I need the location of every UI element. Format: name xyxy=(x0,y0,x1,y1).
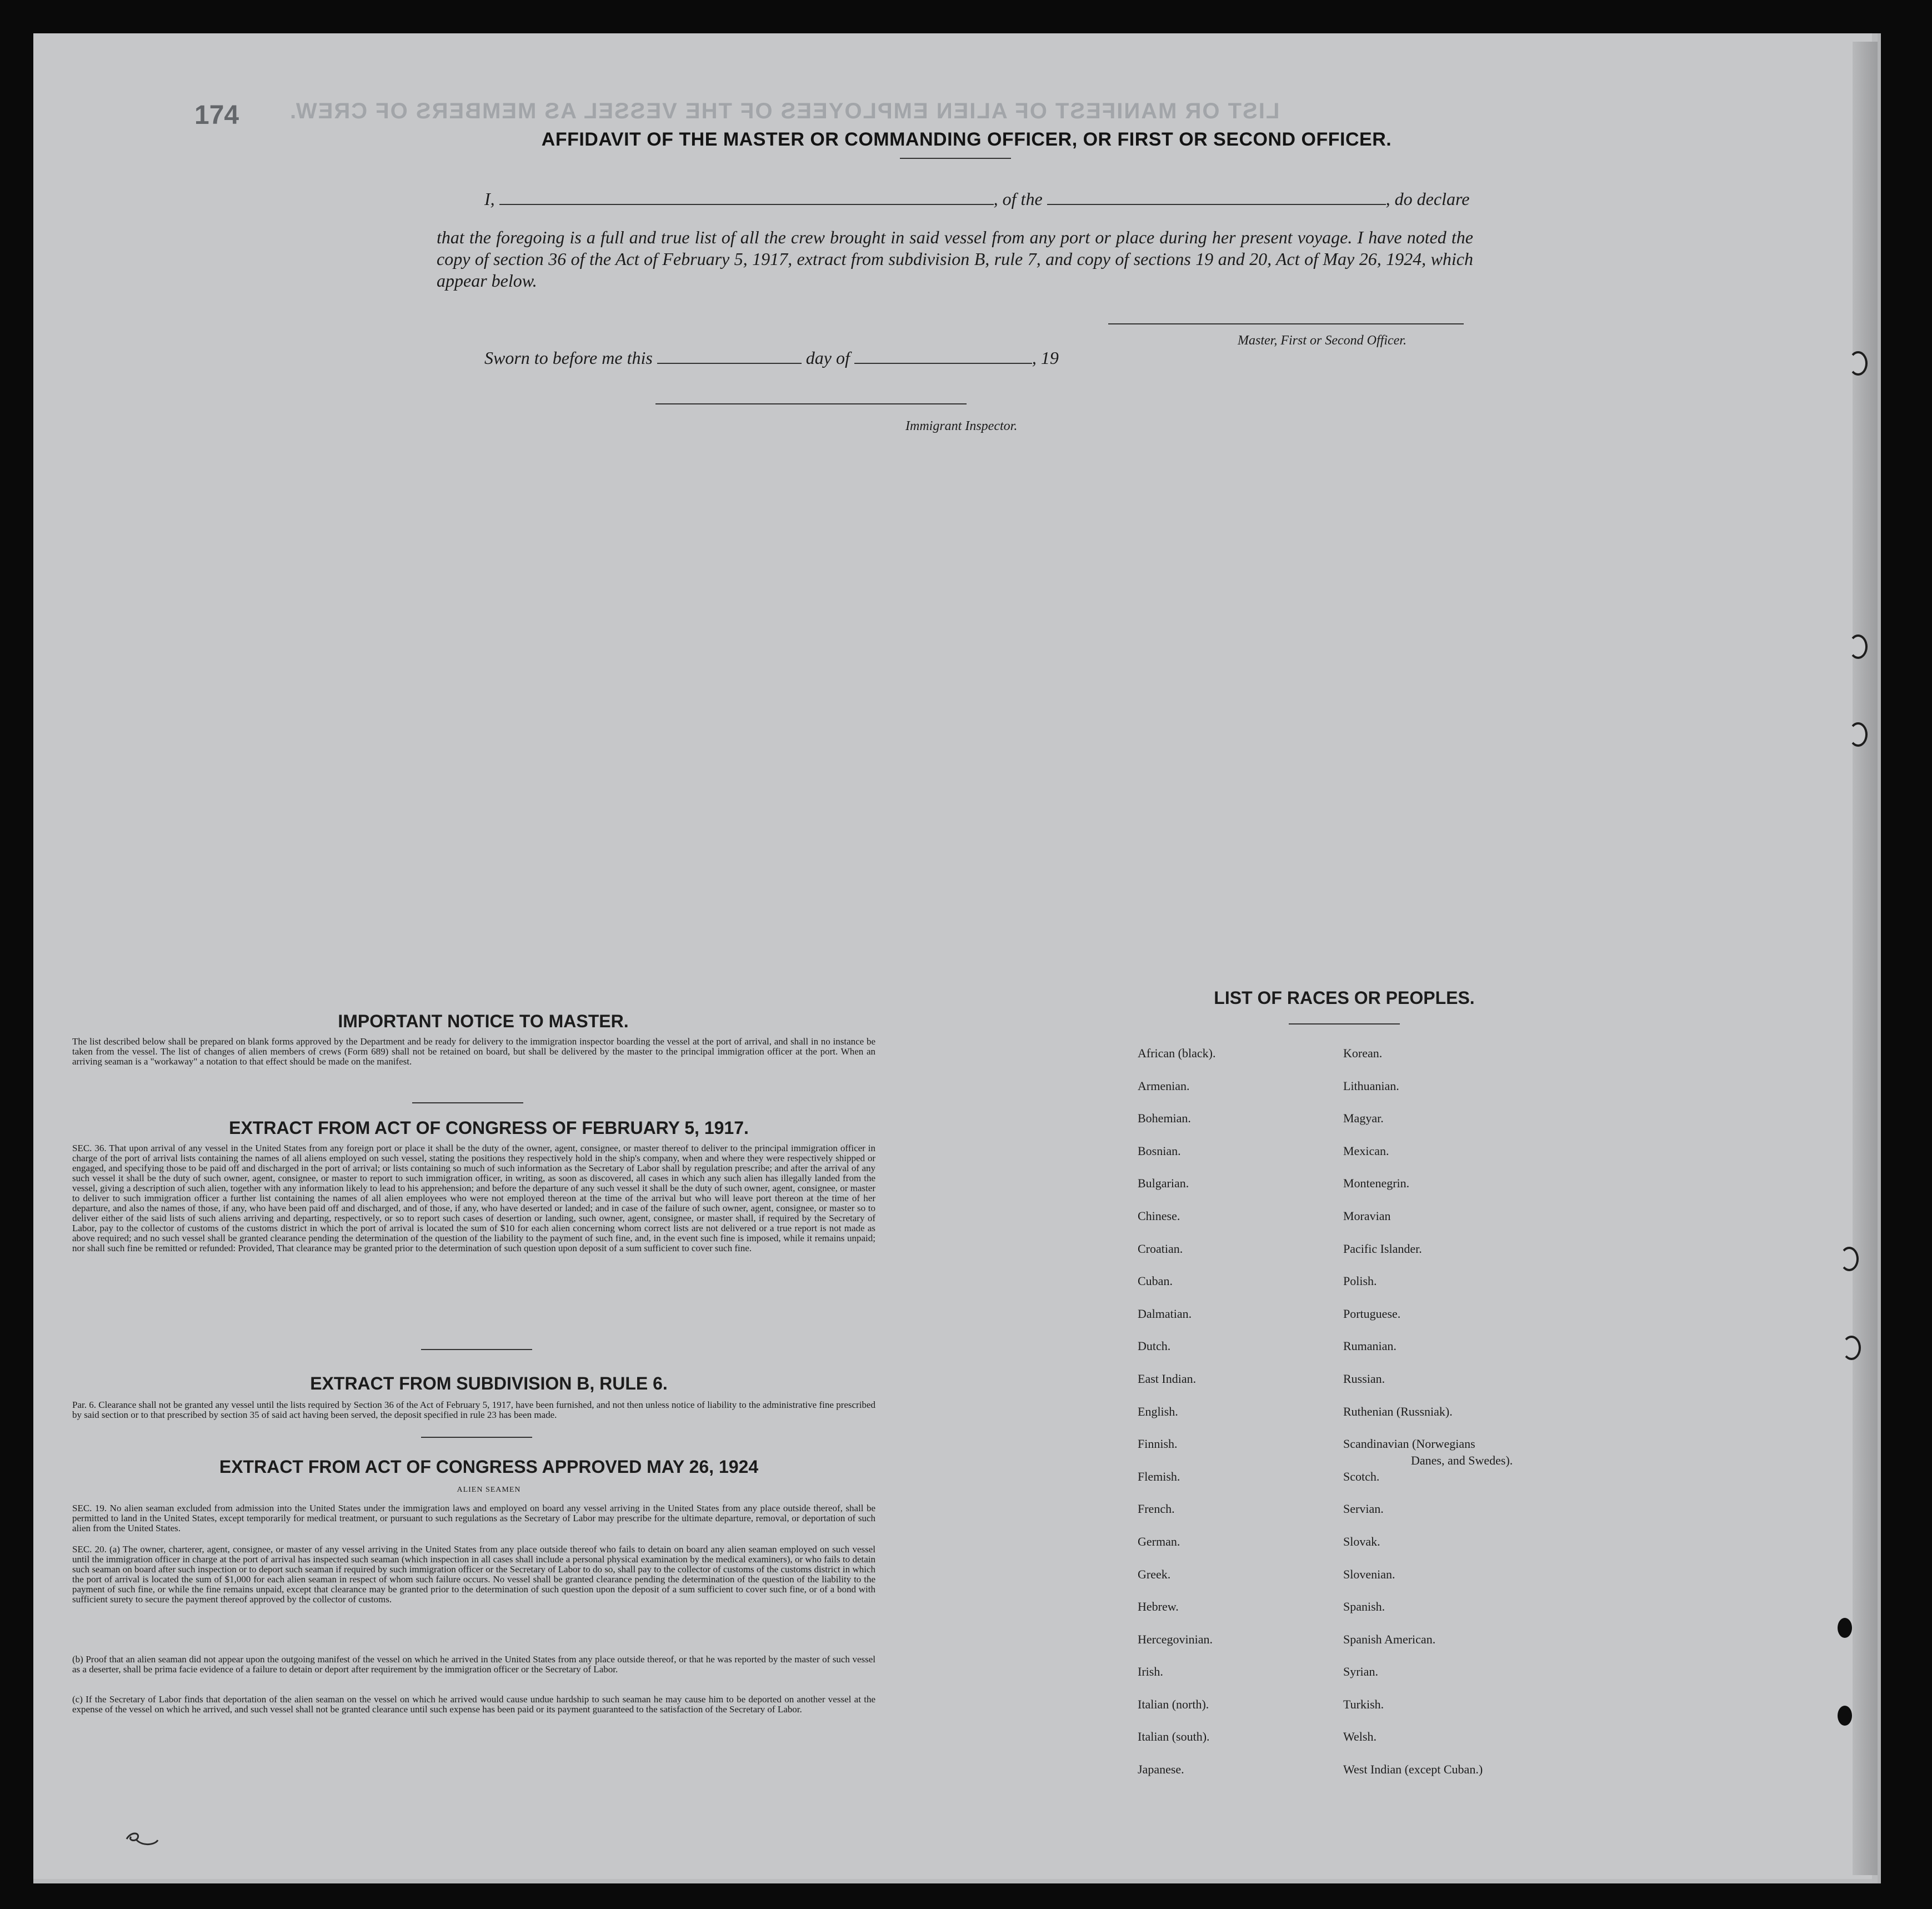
race-item: Spanish American. xyxy=(1343,1632,1436,1646)
handwritten-mark-icon xyxy=(123,1828,162,1850)
race-item: Finnish. xyxy=(1138,1437,1178,1451)
binder-hole xyxy=(1849,351,1868,376)
master-signature-line[interactable] xyxy=(1108,323,1464,324)
sworn-month-field[interactable] xyxy=(854,363,1032,364)
race-item: Pacific Islander. xyxy=(1343,1241,1422,1256)
binder-hole xyxy=(1842,1336,1861,1360)
race-item: Slovenian. xyxy=(1343,1567,1395,1581)
race-item: Welsh. xyxy=(1343,1730,1377,1744)
master-signature-caption: Master, First or Second Officer. xyxy=(1238,333,1407,348)
race-item: Slovak. xyxy=(1343,1534,1380,1548)
extract-1924-sec19: SEC. 19. No alien seaman excluded from admission into the United States under the immigration laws and employed on board any vessel arriving in the United States from any place outside thereof, shall be permitted to land in the United States, except temporarily for medical treatment, or pursuant to such regulations as the Secretary of Labor may prescribe for the ultimate departure, removal, or deportation of such alien from the United States. xyxy=(72,1503,875,1533)
race-item: Cuban. xyxy=(1138,1274,1173,1288)
race-item: Italian (south). xyxy=(1138,1730,1210,1744)
race-item: Lithuanian. xyxy=(1343,1078,1399,1093)
year-label: , 19 xyxy=(1032,348,1059,368)
race-item: Scandinavian (Norwegians xyxy=(1343,1437,1475,1451)
affidavit-vessel-field[interactable] xyxy=(1047,204,1386,205)
affidavit-title: AFFIDAVIT OF THE MASTER OR COMMANDING OFFICER, OR FIRST OR SECOND OFFICER. xyxy=(541,129,1392,150)
race-item: French. xyxy=(1138,1502,1175,1516)
affidavit-body: that the foregoing is a full and true list of all the crew brought in said vessel from any port or place during her present voyage. I have noted the copy of section 36 of the Act of February 5, 1917, extract from subdivision B, rule 7, and copy of sections 19 and 20, Act of May 26, 1924, which appear below. xyxy=(437,227,1473,291)
races-title-rule xyxy=(1289,1023,1400,1025)
race-item: Italian (north). xyxy=(1138,1697,1209,1711)
notice-body: The list described below shall be prepared on blank forms approved by the Department and be ready for delivery to the immigration inspector boarding the vessel at the port of arrival, and shall in no instance be taken from the vessel. The list of changes of alien members of crews (Form 689) shall not be retained on board, but shall be delivered by the master to the principal immigration officer at the port. When an arriving seaman is a "workaway" a notation to that effect should be made on the manifest. xyxy=(72,1036,875,1067)
affidavit-title-rule xyxy=(900,158,1011,159)
race-item: African (black). xyxy=(1138,1046,1216,1060)
race-item-continuation: Danes, and Swedes). xyxy=(1411,1453,1513,1467)
affidavit-declare-label: , do declare xyxy=(1385,189,1470,209)
inspector-caption: Immigrant Inspector. xyxy=(905,419,1018,433)
race-item: Flemish. xyxy=(1138,1469,1180,1483)
extract-1924-sec20b: (b) Proof that an alien seaman did not appear upon the outgoing manifest of the vessel on which he arrived in the United States from any place outside thereof, or that he was reported by the master of such vessel as a deserter, shall be prima facie evidence of a failure to detain or deport after requirement by the immigration officer or the Secretary of Labor. xyxy=(72,1654,875,1675)
binder-hole xyxy=(1849,722,1868,747)
race-item: Scotch. xyxy=(1343,1469,1380,1483)
notice-title: IMPORTANT NOTICE TO MASTER. xyxy=(338,1011,629,1031)
inspector-signature-line[interactable] xyxy=(655,403,967,404)
affidavit-of-the-label: , of the xyxy=(993,189,1043,209)
races-right-column xyxy=(1343,1047,1483,1796)
extract-rule6-title: EXTRACT FROM SUBDIVISION B, RULE 6. xyxy=(310,1373,668,1393)
race-item: Irish. xyxy=(1138,1665,1163,1679)
bleed-through-header: LIST OR MANIFEST OF ALIEN EMPLOYEES OF THE VESSEL AS MEMBERS OF CREW. xyxy=(289,99,1280,123)
race-item: Rumanian. xyxy=(1343,1339,1397,1353)
races-left-column xyxy=(1138,1047,1215,1796)
races-title: LIST OF RACES OR PEOPLES. xyxy=(1214,988,1475,1008)
day-of-label: day of xyxy=(805,348,850,368)
notice-divider xyxy=(412,1102,523,1103)
affidavit-declaration-line xyxy=(484,189,1484,209)
extract-rule6-divider xyxy=(421,1437,532,1438)
race-item: Greek. xyxy=(1138,1567,1171,1581)
race-item: Mexican. xyxy=(1343,1143,1389,1158)
race-item: Chinese. xyxy=(1138,1208,1180,1223)
extract-1924-title: EXTRACT FROM ACT OF CONGRESS APPROVED MAY 26, 1924 xyxy=(219,1457,759,1477)
sworn-line xyxy=(484,348,1151,368)
race-item: Ruthenian (Russniak). xyxy=(1343,1404,1453,1418)
sworn-before-label: Sworn to before me this xyxy=(484,348,653,368)
extract-rule6-body: Par. 6. Clearance shall not be granted any vessel until the lists required by Section 36 of the Act of February 5, 1917, have been furnished, and not then unless notice of liability to the administrative fine prescribed by said section or to that prescribed by section 35 of said act having been served, the deposit specified in rule 23 has been made. xyxy=(72,1400,875,1420)
race-item: Dutch. xyxy=(1138,1339,1171,1353)
race-item: Bosnian. xyxy=(1138,1143,1181,1158)
race-item: Hercegovinian. xyxy=(1138,1632,1213,1646)
race-item: Bohemian. xyxy=(1138,1111,1191,1126)
race-item: Servian. xyxy=(1343,1502,1384,1516)
race-item: Turkish. xyxy=(1343,1697,1384,1711)
race-item: German. xyxy=(1138,1534,1180,1548)
extract-1924-subtitle: ALIEN SEAMEN xyxy=(457,1486,521,1494)
race-item: Moravian xyxy=(1343,1208,1391,1223)
extract-1924-sec20a: SEC. 20. (a) The owner, charterer, agent, consignee, or master of any vessel arriving in the United States from any place outside thereof who fails to detain on board any alien seaman employed on such vessel until the immigration officer in charge at the port of arrival has inspected such seaman (which inspection in all cases shall include a personal physical examination by the medical examiners), or who fails to detain such seaman on board after such inspection or to deport such seaman if required by such immigration officer or the Secretary of Labor to do so, shall pay to the collector of customs of the customs district in which the port of arrival is located the sum of $1,000 for each alien seaman in respect of whom such failure occurs. No vessel shall be granted clearance pending the determination of the question of the liability to the payment of such fine, or while the fine remains unpaid, except that clearance may be granted prior to the determination of such question upon the deposit of a sum sufficient to cover such fine, or of a bond with sufficient surety to secure the payment thereof approved by the collector of customs. xyxy=(72,1544,875,1605)
binder-hole xyxy=(1838,1618,1852,1638)
race-item: Armenian. xyxy=(1138,1078,1190,1093)
extract-1917-divider xyxy=(421,1349,532,1350)
bleed-through-page-number: 174 xyxy=(194,101,239,130)
affidavit-name-field[interactable] xyxy=(499,204,994,205)
race-item: West Indian (except Cuban.) xyxy=(1343,1762,1483,1777)
race-item: Bulgarian. xyxy=(1138,1176,1189,1191)
race-item: Portuguese. xyxy=(1343,1306,1401,1321)
race-item: Korean. xyxy=(1343,1046,1383,1060)
race-item: Polish. xyxy=(1343,1274,1377,1288)
binder-hole xyxy=(1840,1247,1859,1271)
race-item: Syrian. xyxy=(1343,1665,1378,1679)
binder-hole xyxy=(1838,1706,1852,1726)
extract-1924-sec20c: (c) If the Secretary of Labor finds that deportation of the alien seaman on the vessel on which he arrived would cause undue hardship to such seaman he may cause him to be deported on another vessel at the expense of the vessel on which he arrived, and such vessel shall not be granted clearance until such expense has been paid or its payment guaranteed to the satisfaction of the Secretary of Labor. xyxy=(72,1694,875,1715)
binder-hole xyxy=(1849,634,1868,659)
race-item: Spanish. xyxy=(1343,1600,1385,1614)
race-item: Dalmatian. xyxy=(1138,1306,1192,1321)
race-item: Russian. xyxy=(1343,1371,1385,1386)
extract-1917-title: EXTRACT FROM ACT OF CONGRESS OF FEBRUARY 5, 1917. xyxy=(229,1118,749,1138)
race-item: Croatian. xyxy=(1138,1241,1183,1256)
race-item: East Indian. xyxy=(1138,1371,1197,1386)
race-item: Magyar. xyxy=(1343,1111,1384,1126)
document-page xyxy=(33,33,1881,1883)
sworn-day-field[interactable] xyxy=(657,363,802,364)
race-item: Montenegrin. xyxy=(1343,1176,1410,1191)
race-item: Japanese. xyxy=(1138,1762,1184,1777)
race-item: English. xyxy=(1138,1404,1178,1418)
extract-1917-body: SEC. 36. That upon arrival of any vessel in the United States from any foreign port or place it shall be the duty of the owner, agent, consignee, or master thereof to deliver to the principal immigration officer in charge of the port of arrival lists containing the names of all aliens employed on such vessel, stating the positions they respectively hold in the ship's company, when and where they were respectively shipped or engaged, and specifying those to be paid off and discharged in the port of arrival; or lists containing so much of such information as the Secretary of Labor shall by regulation prescribe; and after the arrival of any such vessel it shall be the duty of such owner, agent, consignee, or master to report to such immigration officer, in writing, as soon as discovered, all cases in which any such alien has illegally landed from the vessel, giving a description of such alien, together with any information likely to lead to his apprehension; and before the departure of any such vessel it shall be the duty of such owner, agent, consignee, or master to deliver to such immigration officer a further list containing the names of all alien employees who were not employed thereon at the time of the arrival but who will leave port thereon at the time of her departure, and also the names of those, if any, who have been paid off and discharged, and of those, if any, who have deserted or landed; and in case of the failure of such owner, agent, consignee, or master so to deliver either of the said lists of such aliens arriving and departing, respectively, or so to report such cases of desertion or landing, such owner, agent, consignee, or master shall, if required by the Secretary of Labor, pay to the collector of customs of the customs district in which the port of arrival is located the sum of $10 for each alien concerning whom correct lists are not delivered or a true report is not made as above required; and no such vessel shall be granted clearance pending the determination of the question of the liability to the payment of such fine, and, in the event such fine is imposed, while it remains unpaid; nor shall such fine be remitted or refunded: Provided, That clearance may be granted prior to the determination of such question upon deposit of a sum sufficient to cover such fine. xyxy=(72,1143,875,1253)
affidavit-i-label: I, xyxy=(484,189,495,209)
race-item: Hebrew. xyxy=(1138,1600,1179,1614)
page-stack-edge xyxy=(1853,42,1878,1875)
